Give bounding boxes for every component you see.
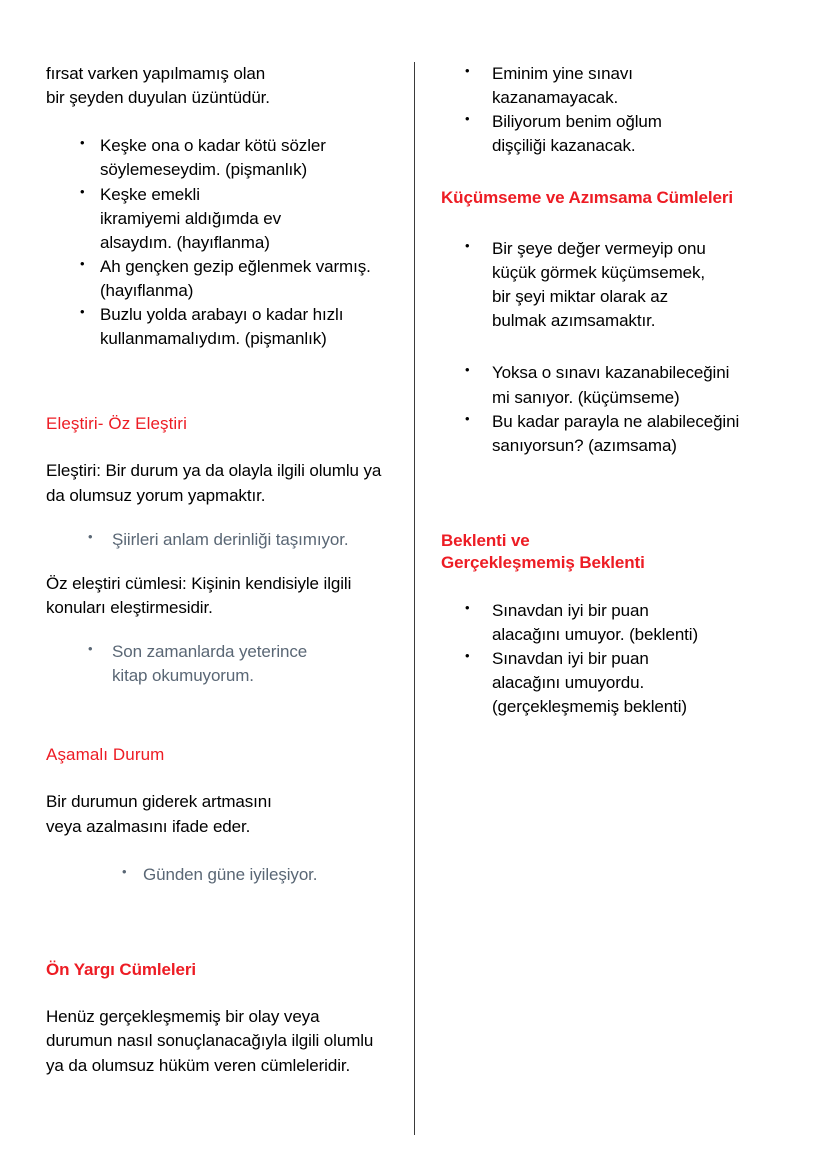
column-divider bbox=[414, 62, 415, 1135]
intro-paragraph: fırsat varken yapılmamış olan bir şeyden duyulan üzüntüdür. bbox=[46, 64, 270, 108]
list-item: • Yoksa o sınavı kazanabileceğini mi sanıyor. (küçümseme) bbox=[465, 361, 781, 409]
right-column bbox=[441, 62, 781, 719]
section-heading-on-yargi: Ön Yargı Cümleleri bbox=[46, 959, 196, 979]
section-heading-elestiri: Eleştiri- Öz Eleştiri bbox=[46, 414, 187, 434]
list-item: • Son zamanlarda yeterince kitap okumuyorum. bbox=[88, 640, 386, 688]
section-heading-beklenti: Beklenti ve Gerçekleşmemiş Beklenti bbox=[441, 530, 645, 573]
list-item: • Sınavdan iyi bir puan alacağını umuyor. (beklenti) bbox=[465, 599, 781, 647]
asamali-durum-example-list bbox=[122, 863, 386, 887]
list-item: • Bu kadar parayla ne alabileceğini sanıyorsun? (azımsama) bbox=[465, 410, 781, 458]
list-item: • Şiirleri anlam derinliği taşımıyor. bbox=[88, 528, 386, 552]
on-yargi-definition: Henüz gerçekleşmemiş bir olay veya durumun nasıl sonuçlanacağıyla ilgili olumlu ya da olumsuz hüküm veren cümleleridir. bbox=[46, 1007, 374, 1075]
oz-elestiri-example-list bbox=[88, 640, 386, 688]
oz-elestiri-definition: Öz eleştiri cümlesi: Kişinin kendisiyle ilgili konuları eleştirmesidir. bbox=[46, 573, 352, 617]
intro-bullet-list bbox=[80, 134, 386, 351]
section-heading-asamali-durum: Aşamalı Durum bbox=[46, 745, 165, 765]
list-item: • Günden güne iyileşiyor. bbox=[122, 863, 386, 887]
list-item: • Bir şeye değer vermeyip onu küçük görmek küçümsemek, bir şeyi miktar olarak az bulmak azımsamaktır. bbox=[465, 237, 781, 334]
kucumseme-example-list bbox=[465, 361, 781, 458]
list-item: • Biliyorum benim oğlum dişçiliği kazanacak. bbox=[465, 110, 781, 158]
list-item: • Buzlu yolda arabayı o kadar hızlı kullanmamalıydım. (pişmanlık) bbox=[80, 303, 386, 351]
list-item: • Ah gençken gezip eğlenmek varmış. (hayıflanma) bbox=[80, 255, 386, 303]
section-heading-kucumseme: Küçümseme ve Azımsama Cümleleri bbox=[441, 187, 734, 207]
list-item: • Keşke emekli ikramiyemi aldığımda ev alsaydım. (hayıflanma) bbox=[80, 183, 386, 255]
elestiri-definition: Eleştiri: Bir durum ya da olayla ilgili olumlu ya da olumsuz yorum yapmaktır. bbox=[46, 461, 382, 505]
left-column bbox=[46, 62, 386, 1078]
list-item: • Keşke ona o kadar kötü sözler söylemeseydim. (pişmanlık) bbox=[80, 134, 386, 182]
kucumseme-definition-list bbox=[465, 237, 781, 334]
list-item: • Sınavdan iyi bir puan alacağını umuyordu. (gerçekleşmemiş beklenti) bbox=[465, 647, 781, 719]
asamali-durum-definition: Bir durumun giderek artmasını veya azalmasını ifade eder. bbox=[46, 792, 272, 836]
list-item: • Eminim yine sınavı kazanamayacak. bbox=[465, 62, 781, 110]
beklenti-example-list bbox=[465, 599, 781, 720]
elestiri-example-list bbox=[88, 528, 386, 552]
right-top-bullet-list bbox=[465, 62, 781, 159]
